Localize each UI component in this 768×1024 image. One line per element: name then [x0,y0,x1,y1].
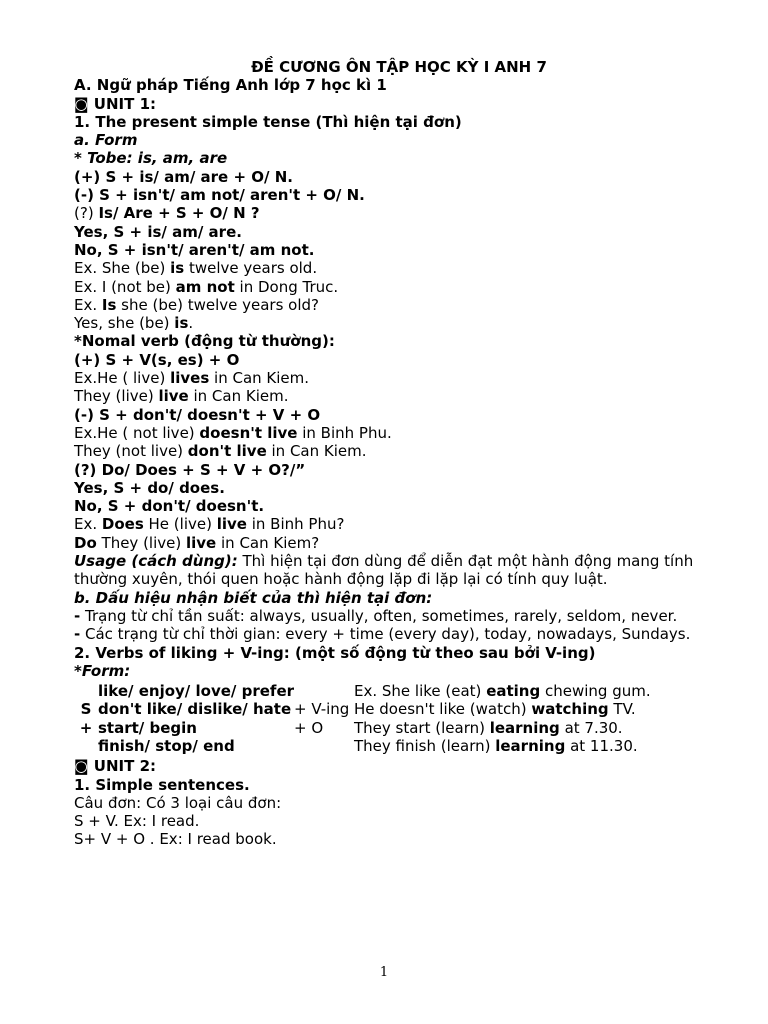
signs-heading: b. Dấu hiệu nhận biết của thì hiện tại đơn: [74,588,433,607]
normal-verb-negative: (-) S + don't/ doesn't + V + O [74,405,321,424]
unit1-heading: ◙ UNIT 1: [74,94,157,113]
tobe-positive: (+) S + is/ am/ are + O/ N. [74,167,293,186]
verb-group: like/ enjoy/ love/ prefer [98,682,295,701]
verbs-of-liking-table [74,682,694,755]
example-line: Ex. I (not be) am not in Dong Truc. [74,277,339,296]
present-simple-heading: 1. The present simple tense (Thì hiện tại đơn) [74,112,462,131]
example-line: Ex. She (be) is twelve years old. [74,259,318,278]
normal-verb-question: (?) Do/ Does + S + V + O?/” [74,460,306,479]
text-line: Câu đơn: Có 3 loại câu đơn: [74,793,282,812]
table-verbs [98,682,294,755]
simple-sentences-heading: 1. Simple sentences. [74,775,250,794]
document-content [74,58,714,849]
unit2-heading: ◙ UNIT 2: [74,757,157,776]
normal-verb-yes-answer: Yes, S + do/ does. [74,478,225,497]
normal-verb-label: *Nomal verb (động từ thường): [74,332,335,351]
example-line: Ex. Does He (live) live in Binh Phu? [74,515,345,534]
verb-group: don't like/ dislike/ hate [98,700,292,719]
unit-bullet-icon: ◙ [74,757,89,776]
example-line: Do They (live) live in Can Kiem? [74,533,320,552]
tobe-negative: (-) S + isn't/ am not/ aren't + O/ N. [74,186,365,205]
table-examples [354,682,694,755]
verb-group: start/ begin [98,718,197,737]
verb-group: finish/ stop/ end [98,736,235,755]
tobe-label: * Tobe: is, am, are [74,149,228,168]
tobe-question: (?) Is/ Are + S + O/ N ? [74,204,260,223]
verbs-of-liking-heading: 2. Verbs of liking + V-ing: (một số động từ theo sau bởi V-ing) [74,643,596,662]
example-line: They finish (learn) learning at 11.30. [354,736,638,755]
sign-item: - Trạng từ chỉ tần suất: always, usually, often, sometimes, rarely, seldom, never. [74,606,678,625]
example-line: He doesn't like (watch) watching TV. [354,700,636,719]
section-a-heading: A. Ngữ pháp Tiếng Anh lớp 7 học kì 1 [74,76,387,95]
example-line: Ex.He ( not live) doesn't live in Binh Phu. [74,423,392,442]
normal-verb-no-answer: No, S + don't/ doesn't. [74,497,265,516]
example-line: They (not live) don't live in Can Kiem. [74,442,367,461]
form-label: a. Form [74,131,138,150]
example-line: Ex.He ( live) lives in Can Kiem. [74,369,310,388]
example-line: Ex. She like (eat) eating chewing gum. [354,682,651,701]
normal-verb-positive: (+) S + V(s, es) + O [74,350,240,369]
sign-item: - Các trạng từ chỉ thời gian: every + time (every day), today, nowadays, Sundays. [74,625,691,644]
tobe-no-answer: No, S + isn't/ aren't/ am not. [74,240,315,259]
table-subject: S + [79,700,93,737]
example-line: They start (learn) learning at 7.30. [354,718,623,737]
example-line: Ex. Is she (be) twelve years old? [74,295,320,314]
tobe-yes-answer: Yes, S + is/ am/ are. [74,222,242,241]
text-line: S + V. Ex: I read. [74,812,200,831]
example-line: They (live) live in Can Kiem. [74,387,289,406]
page-title: ĐỀ CƯƠNG ÔN TẬP HỌC KỲ I ANH 7 [251,58,547,76]
table-ving: + V-ing + O [294,700,350,737]
form2-label: *Form: [74,661,131,680]
text-line: S+ V + O . Ex: I read book. [74,830,277,849]
usage-paragraph: Usage (cách dùng): Thì hiện tại đơn dùng để diễn đạt một hành động mang tính thường xuyên, thói quen hoặc hành động lặp đi lặp lại có tính quy luật. [74,552,694,589]
unit-bullet-icon: ◙ [74,94,89,113]
page-number: 1 [379,965,389,980]
example-line: Yes, she (be) is. [74,314,194,333]
